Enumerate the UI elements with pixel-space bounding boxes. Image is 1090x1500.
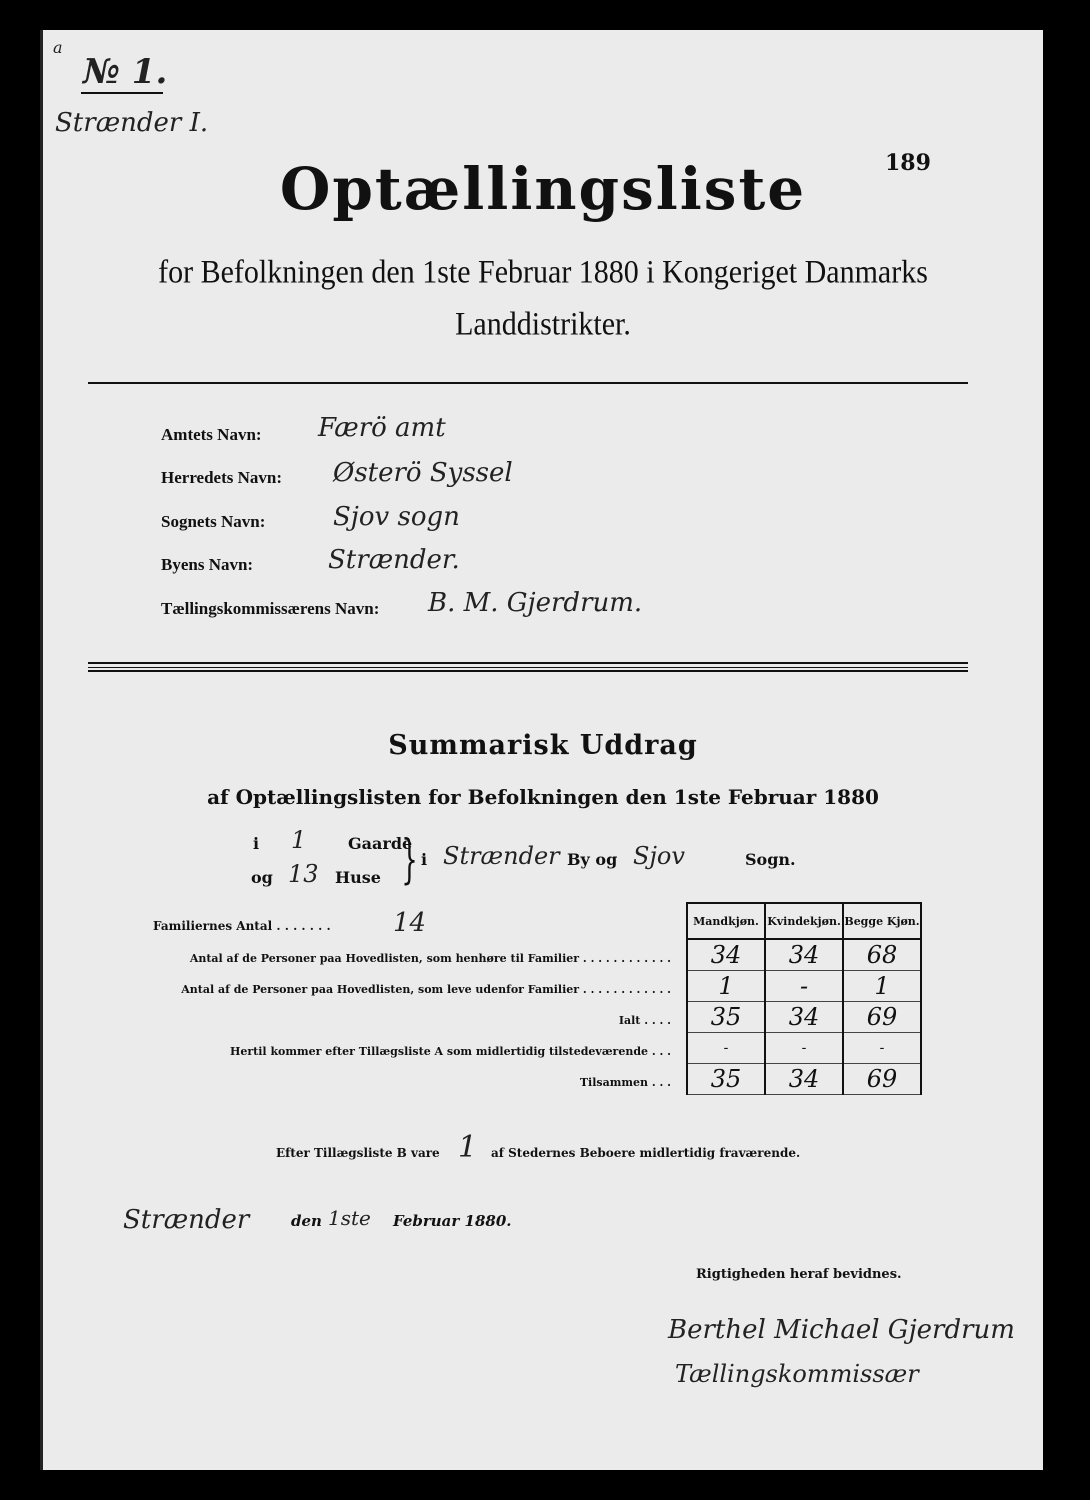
date-den: den <box>291 1212 322 1230</box>
field-label-sogn: Sognets Navn: <box>161 512 266 531</box>
signature-title: Tællingskommissær <box>675 1360 919 1388</box>
brace: } <box>401 830 418 890</box>
cell: - <box>843 1033 921 1064</box>
cell: 34 <box>765 1064 843 1095</box>
tillaeg-b-prefix: Efter Tillægsliste B vare <box>276 1146 440 1160</box>
cell: 1 <box>687 971 765 1002</box>
tillaeg-b-value: 1 <box>458 1130 478 1165</box>
cell: 34 <box>765 1002 843 1033</box>
page-number: 189 <box>885 150 931 176</box>
field-label-kommissaer: Tællingskommissærens Navn: <box>161 599 380 618</box>
row-label-familier: Antal af de Personer paa Hovedlisten, som henhøre til Familier . . . . . . . . . . . . <box>189 952 671 965</box>
col-begge: Begge Kjøn. <box>843 903 921 939</box>
summary-i-2: i <box>421 850 428 869</box>
summary-i: i <box>253 834 260 853</box>
field-value-amt: Færö amt <box>318 413 446 443</box>
row-label-tillaeg-a: Hertil kommer efter Tillægsliste A som midlertidig tilstedeværende . . . <box>229 1045 671 1058</box>
fields-rule-2 <box>88 667 968 668</box>
field-label-herred: Herredets Navn: <box>161 468 283 487</box>
field-value-by: Strænder. <box>328 545 460 575</box>
table-row <box>687 971 921 1002</box>
summary-table <box>686 902 922 1095</box>
cell: 35 <box>687 1064 765 1095</box>
number-underline <box>81 92 163 94</box>
table-header-row <box>687 903 921 939</box>
sogn-label: Sogn. <box>745 850 796 869</box>
huse-label: Huse <box>335 868 381 887</box>
huse-count: 13 <box>288 860 319 888</box>
census-page <box>40 30 1043 1470</box>
signature-name: Berthel Michael Gjerdrum <box>668 1315 1015 1345</box>
fields-rule-1 <box>88 662 968 664</box>
certification-text: Rigtigheden heraf bevidnes. <box>696 1267 902 1282</box>
row-label-ialt: Ialt . . . . <box>618 1014 671 1027</box>
col-kvindekjon: Kvindekjøn. <box>765 903 843 939</box>
families-label: Familiernes Antal . . . . . . . <box>153 919 331 933</box>
gaarde-count: 1 <box>291 826 307 854</box>
cell: 69 <box>843 1002 921 1033</box>
corner-place: Strænder I. <box>55 108 209 138</box>
cell: - <box>687 1033 765 1064</box>
table-row <box>687 1002 921 1033</box>
date-day: 1ste <box>328 1206 371 1230</box>
subtitle-line-2: Landdistrikter. <box>455 305 631 342</box>
header-rule <box>88 382 968 384</box>
families-value: 14 <box>393 908 427 938</box>
cell: 68 <box>843 939 921 971</box>
cell: - <box>765 1033 843 1064</box>
field-value-herred: Østerö Syssel <box>333 458 513 488</box>
col-mandkjon: Mandkjøn. <box>687 903 765 939</box>
by-label: By og <box>567 850 618 869</box>
fields-rule-3 <box>88 670 968 672</box>
document-title: Optællingsliste <box>279 155 807 223</box>
table-row <box>687 939 921 971</box>
field-value-sogn: Sjov sogn <box>333 502 460 532</box>
by-value: Strænder <box>443 842 560 870</box>
tillaeg-b-suffix: af Stedernes Beboere midlertidig fraværende. <box>491 1146 801 1160</box>
date-rest: Februar 1880. <box>393 1212 512 1230</box>
summary-title: Summarisk Uddrag <box>388 730 698 761</box>
date-place: Strænder <box>123 1205 250 1235</box>
subtitle-line-1: for Befolkningen den 1ste Februar 1880 i Kongeriget Danmarks <box>158 253 928 291</box>
cell: - <box>765 971 843 1002</box>
row-label-tilsammen: Tilsammen . . . <box>579 1076 671 1089</box>
field-label-by: Byens Navn: <box>161 555 254 574</box>
gaarde-label: Gaarde <box>348 834 413 853</box>
table-row <box>687 1033 921 1064</box>
cell: 1 <box>843 971 921 1002</box>
summary-og: og <box>251 868 273 887</box>
cell: 34 <box>765 939 843 971</box>
field-value-kommissaer: B. M. Gjerdrum. <box>428 588 643 618</box>
table-row <box>687 1064 921 1095</box>
summary-subtitle: af Optællingslisten for Befolkningen den 1ste Februar 1880 <box>207 785 879 809</box>
sogn-value: Sjov <box>633 842 685 870</box>
corner-mark-a: a <box>53 38 63 57</box>
cell: 34 <box>687 939 765 971</box>
cell: 35 <box>687 1002 765 1033</box>
cell: 69 <box>843 1064 921 1095</box>
list-number: № 1. <box>83 52 168 92</box>
field-label-amt: Amtets Navn: <box>161 425 262 444</box>
document-subtitle <box>93 247 993 349</box>
row-label-udenfor: Antal af de Personer paa Hovedlisten, som leve udenfor Familier . . . . . . . . . . . . <box>181 983 671 996</box>
